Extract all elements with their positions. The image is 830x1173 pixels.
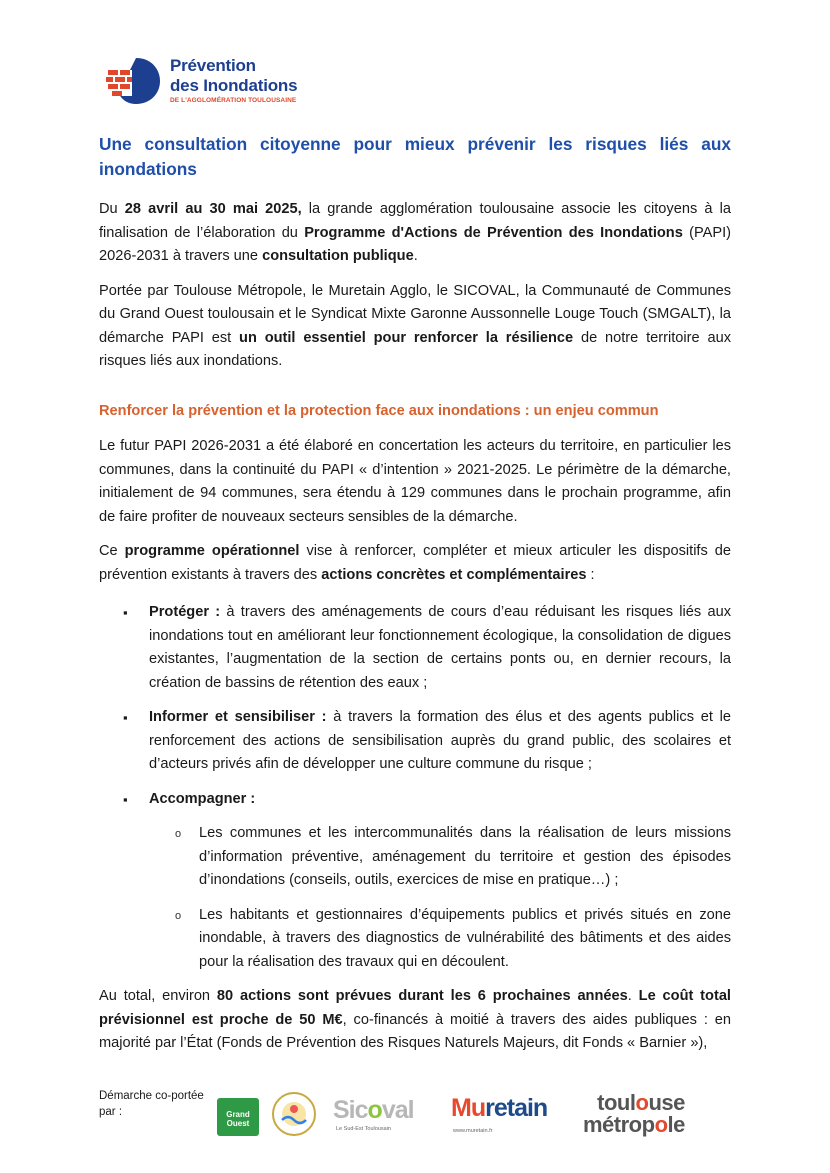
intro-paragraph-1: Du 28 avril au 30 mai 2025, la grande agglomération toulousaine associe les citoyens à la finalisation de l’élaboration du Programme d'Actions de Prévention des Inondations (PAPI) 2026-2031 à travers une consultation publique. [99, 201, 732, 264]
list-item: ▪ Protéger : à travers des aménagements de cours d’eau réduisant les risques liés aux inondations tout en améliorant leur fonctionnement écologique, la consolidation de digues existantes, l’augmentation de la section de certains ponts ou, en dernier recours, la création de bassins de rétention des eaux ; [99, 601, 731, 695]
intro-paragraph-2: Portée par Toulouse Métropole, le Muretain Agglo, le SICOVAL, la Communauté de Communes du Grand Ouest toulousain et le Syndicat Mixte Garonne Aussonnelle Louge Touch (SMGALT), la démarche PAPI est un outil essentiel pour renforcer la résilience de notre territoire aux risques liés aux inondations. [99, 282, 731, 369]
section-title: Renforcer la prévention et la protection face aux inondations : un enjeu commun [99, 402, 659, 419]
logo-line-3: DE L'AGGLOMÉRATION TOULOUSAINE [170, 97, 297, 104]
grand-ouest-logo: Grand Ouest [217, 1098, 259, 1136]
section-paragraph-1: Le futur PAPI 2026-2031 a été élaboré en concertation les acteurs du territoire, en particulier les communes, dans la continuité du PAPI « d’intention » 2021-2025. Le périmètre de la démarche, initialement de 94 communes, sera étendu à 129 communes dans le prochain programme, afin de faire profiter de nouveaux secteurs sensibles de la démarche. [99, 438, 731, 525]
document-body [99, 132, 731, 1067]
sub-list-item: o Les habitants et gestionnaires d’équipements publics et privés situés en zone inondable, à travers des diagnostics de vulnérabilité des bâtiments et des aides pour la réalisation des travaux qui en découlent. [149, 904, 731, 975]
logo-line-1: Prévention [170, 56, 256, 75]
section-paragraph-2: Ce programme opérationnel vise à renforcer, compléter et mieux articuler les dispositifs de prévention existants à travers des actions concrètes et complémentaires : [99, 543, 731, 583]
sicoval-logo: Sicoval [333, 1096, 414, 1124]
list-item: ▪ Informer et sensibiliser : à travers la formation des élus et des agents publics et le renforcement des actions de sensibilisation auprès du grand public, des scolaires et d’acteurs privés afin de développer une culture commune du risque ; [99, 706, 731, 777]
footer-label: Démarche co-portée par : [99, 1090, 204, 1118]
smgalt-logo-icon [272, 1092, 316, 1136]
muretain-logo: Muretain [451, 1094, 548, 1122]
list-item: ▪ Accompagner : o Les communes et les intercommunalités dans la réalisation de leurs missions d’information préventive, aménagement du territoire et gestion des épisodes d’inondations (conseils, outils, exercices de mise en pratique…) ; o Les habitants et gestionnaires d’équipements publics et privés situés en zone inondable, à travers des diagnostics de vulnérabilité des bâtiments et des aides pour la réalisation des travaux qui en découlent. [99, 788, 731, 975]
logo-text [170, 56, 297, 106]
toulouse-metropole-logo: toulouse métropole [583, 1090, 685, 1137]
sicoval-tagline: Le Sud-Est Toulousain [336, 1126, 391, 1132]
section-paragraph-3: Au total, environ 80 actions sont prévues durant les 6 prochaines années. Le coût total prévisionnel est proche de 50 M€, co-financés à moitié à travers des aides publiques : en majorité par l’État (Fonds de Prévention des Risques Naturels Majeurs, dit Fonds « Barnier »), [99, 988, 731, 1051]
logo [106, 56, 297, 106]
muretain-url: www.muretain.fr [453, 1128, 493, 1134]
action-list [99, 601, 731, 974]
page-title: Une consultation citoyenne pour mieux prévenir les risques liés aux inondations [99, 134, 731, 179]
logo-line-2: des Inondations [170, 76, 298, 95]
sub-list [149, 822, 731, 974]
sub-list-item: o Les communes et les intercommunalités dans la réalisation de leurs missions d’information préventive, aménagement du territoire et gestion des épisodes d’inondations (conseils, outils, exercices de mise en pratique…) ; [149, 822, 731, 893]
logo-mark-icon [106, 56, 162, 106]
footer [99, 1088, 759, 1148]
